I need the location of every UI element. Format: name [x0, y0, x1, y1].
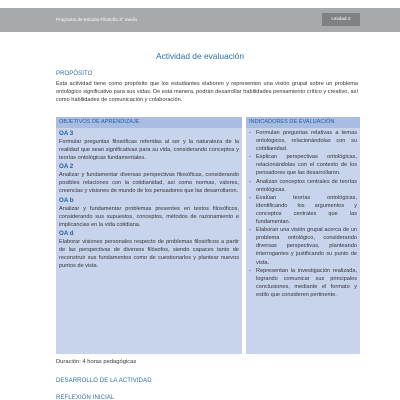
objectives-column [56, 117, 242, 354]
objectives-header: OBJETIVOS DE APRENDIZAJE [56, 117, 242, 128]
objective-label: OA 3 [59, 130, 74, 137]
duration-text: Duración: 4 horas pedagógicas [56, 359, 137, 365]
indicator-item: - Elaboran una visión grupal acerca de un problema ontológico, considerando diversas perspectivas, planteando interrogantes y justificando su punto de vista. [249, 226, 357, 266]
indicator-item: - Evalúan teorías ontológicas, identificando los argumentos y conceptos centrales que las fundamentan. [249, 194, 357, 226]
objective-item [59, 229, 239, 270]
indicators-header: INDICADORES DE EVALUACIÓN [246, 117, 360, 128]
objectives-list [56, 128, 242, 270]
indicators-list-wrap [246, 128, 360, 299]
indicator-item: - Representan la investigación realizada, logrando comunicar sus principales conclusiones, mediante el formato y estilo que consideren pertinente. [249, 267, 357, 299]
objective-item [59, 129, 239, 162]
objective-item [59, 196, 239, 229]
page-title: Actividad de evaluación [156, 51, 244, 61]
indicator-item: - Formulan preguntas relativas a temas ontológicos, relacionándolas con su cotidianidad. [249, 129, 357, 153]
indicator-item: - Analizan conceptos centrales de teorías ontológicas. [249, 178, 357, 194]
indicators-column [246, 117, 360, 354]
objective-text: Analizar y fundamentar problemas presentes en textos filosóficos, considerando sus supuestos, conceptos, métodos de razonamiento e implicancias en la vida cotidiana. [59, 205, 239, 228]
unit-badge: Unidad 2 [322, 13, 360, 26]
header-bar [0, 8, 400, 32]
indicators-list [249, 129, 357, 299]
program-title: Programa de Estudio Filosofía 3° medio [56, 17, 138, 22]
proposito-heading: PROPÓSITO [56, 71, 93, 77]
objective-text: Elaborar visiones personales respecto de problemas filosóficos a partir de las perspectivas de diversos filósofos, siendo capaces tanto de reconstruir sus fundamentos como de cuestionarlos y plantear nuevos puntos de vista. [59, 238, 239, 270]
proposito-text: Esta actividad tiene como propósito que los estudiantes elaboren y representen una visión grupal sobre un problema ontológico significativo para sus vidas. De esta manera, podrán desarrollar habilidades pensamiento crítico y creativo, así como habilidades de comunicación y colaboración. [56, 81, 358, 104]
objective-label: OA 2 [59, 163, 74, 171]
objective-label: OA d [59, 229, 74, 237]
objective-item [59, 162, 239, 195]
objectives-table [56, 117, 360, 354]
objective-label: OA b [59, 196, 74, 204]
objective-text: Formular preguntas filosóficas referidas al ser y la naturaleza de la realidad que sean significativas para su vida, considerando conceptos y teorías ontológicas fundamentales. [59, 139, 239, 162]
desarrollo-heading: DESARROLLO DE LA ACTIVIDAD [56, 378, 152, 384]
indicator-item: - Explican perspectivas ontológicas, relacionándolas con el contexto de los pensadores que las desarrollaron. [249, 153, 357, 177]
objective-text: Analizar y fundamentar diversas perspectivas filosóficas, considerando posibles relaciones con la cotidianidad, así como normas, valores, creencias y visiones de mundo de los pensadores que las desarrollaron. [59, 172, 239, 195]
reflexion-heading: REFLEXIÓN INICIAL [56, 395, 115, 400]
